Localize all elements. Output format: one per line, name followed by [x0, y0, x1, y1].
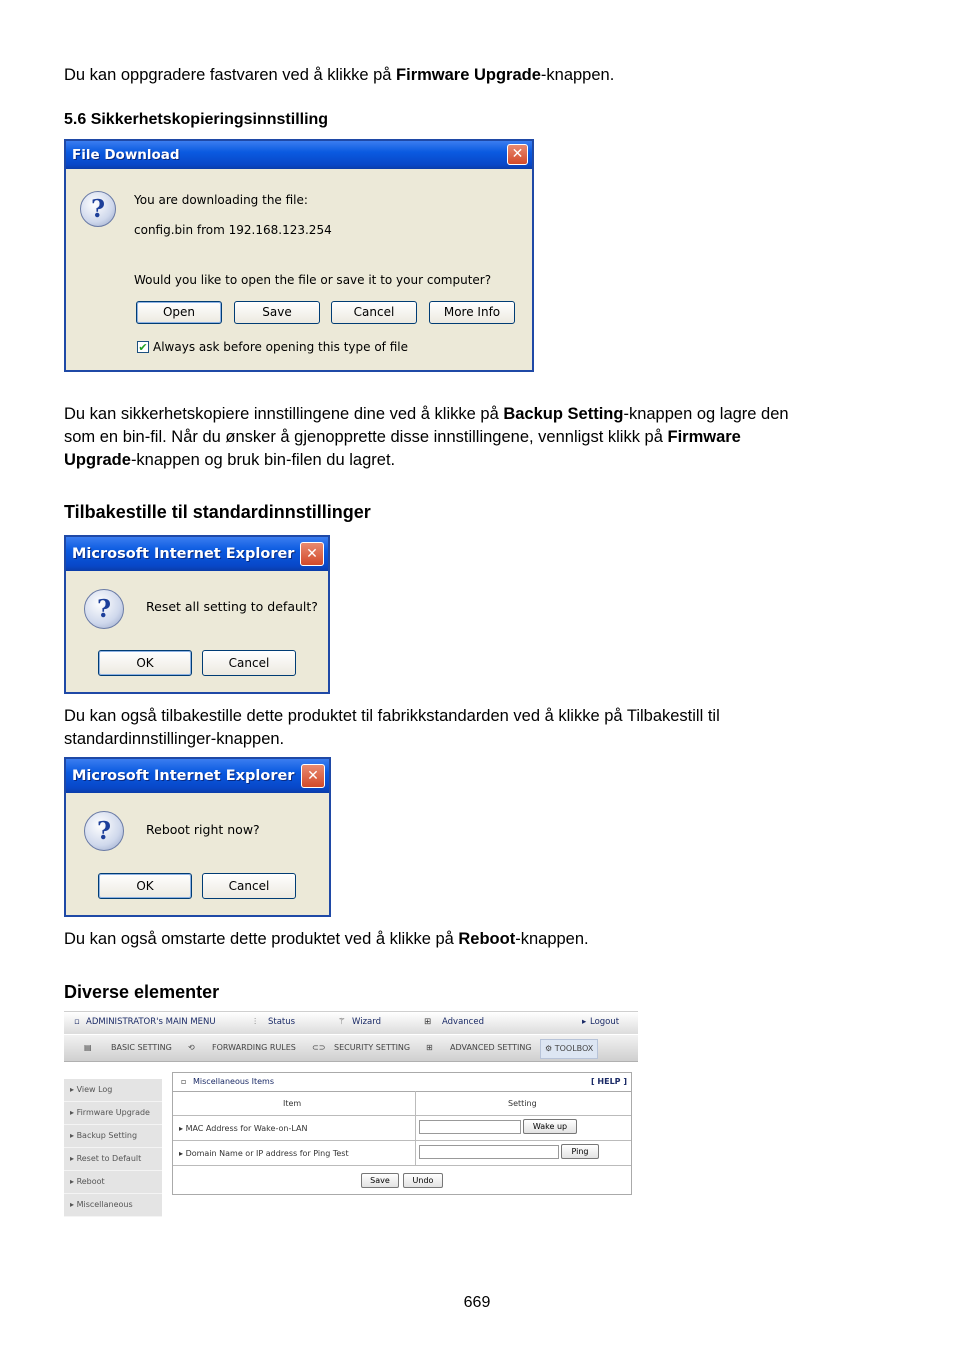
text: -knappen. — [515, 930, 589, 948]
divider — [173, 1140, 631, 1141]
paragraph-backup-setting — [64, 403, 884, 472]
text: -knappen. — [540, 66, 615, 84]
bold-text: Reboot — [458, 930, 516, 948]
logout-link[interactable]: Logout — [590, 1017, 620, 1027]
ok-button[interactable]: OK — [98, 873, 192, 899]
open-button[interactable]: Open — [136, 301, 222, 324]
sidebar-item-label: View Log — [76, 1085, 113, 1094]
divider — [173, 1165, 631, 1166]
advanced-icon: ⊞ — [424, 1017, 432, 1027]
save-button[interactable]: Save — [361, 1173, 399, 1188]
tab-toolbox[interactable] — [540, 1039, 598, 1059]
table-row: ▸ MAC Address for Wake-on-LAN — [179, 1124, 308, 1133]
tab-basic-setting[interactable]: BASIC SETTING — [111, 1043, 172, 1052]
tab-security-setting[interactable]: SECURITY SETTING — [334, 1043, 411, 1052]
basic-setting-icon: ▤ — [84, 1043, 92, 1052]
toolbox-icon: ⚙ — [545, 1044, 555, 1053]
sidebar-item-label: Reboot — [76, 1177, 105, 1186]
undo-button[interactable]: Undo — [403, 1173, 443, 1188]
cancel-button[interactable]: Cancel — [331, 301, 417, 324]
text: -knappen og bruk bin-filen du lagret. — [130, 451, 396, 469]
section-heading-backup: 5.6 Sikkerhetskopieringsinnstilling — [64, 111, 329, 128]
column-header-setting: Setting — [508, 1099, 537, 1108]
panel-icon: ▫ — [181, 1077, 187, 1086]
advanced-link[interactable]: Advanced — [442, 1017, 484, 1027]
more-info-button[interactable]: More Info — [429, 301, 515, 324]
ping-button[interactable]: Ping — [561, 1144, 599, 1159]
main-menu-label: ADMINISTRATOR's MAIN MENU — [86, 1017, 216, 1027]
security-icon: ⊂⊃ — [312, 1043, 326, 1052]
cancel-button[interactable]: Cancel — [202, 650, 296, 676]
nav-bar — [64, 1035, 638, 1062]
dialog-title: Microsoft Internet Explorer — [72, 768, 295, 784]
status-icon: ⫶ — [254, 1017, 257, 1027]
ping-address-input[interactable] — [419, 1145, 559, 1159]
row-label: Domain Name or IP address for Ping Test — [185, 1149, 349, 1158]
text: Du kan oppgradere fastvaren ved å klikke på — [64, 66, 397, 84]
text: standardinnstillinger-knappen. — [64, 730, 285, 748]
reset-dialog — [64, 535, 330, 694]
tab-advanced-setting[interactable]: ADVANCED SETTING — [450, 1043, 532, 1052]
sidebar-item-label: Reset to Default — [76, 1154, 142, 1163]
sidebar-item-view-log[interactable]: ▸ View Log — [64, 1079, 162, 1102]
paragraph-firmware-upgrade — [64, 64, 614, 87]
sidebar-item-label: Backup Setting — [76, 1131, 138, 1140]
always-ask-checkbox[interactable]: ✔ — [138, 341, 148, 354]
question-icon: ? — [84, 589, 124, 629]
dialog-question: Reboot right now? — [146, 822, 260, 837]
bold-text: Upgrade — [64, 451, 131, 469]
table-row: ▸ Domain Name or IP address for Ping Test — [179, 1149, 349, 1158]
section-heading-reset: Tilbakestille til standardinnstillinger — [64, 502, 371, 522]
dialog-question: Reset all setting to default? — [146, 599, 318, 614]
paragraph-reset — [64, 705, 884, 751]
text: som en bin-fil. Når du ønsker å gjenopprette disse innstillingene, vennligst klikk på — [64, 428, 668, 446]
bold-text: Backup Setting — [503, 405, 624, 423]
panel-header — [173, 1073, 631, 1092]
router-admin-screenshot — [64, 1011, 638, 1216]
dialog-titlebar — [66, 537, 328, 571]
column-header-item: Item — [283, 1099, 302, 1108]
dialog-title: File Download — [72, 147, 180, 163]
paragraph-reboot — [64, 928, 589, 951]
page-number: 669 — [463, 1294, 491, 1311]
checkbox-label: Always ask before opening this type of file — [153, 340, 408, 354]
bold-text: Firmware — [667, 428, 741, 446]
tab-toolbox-label: TOOLBOX — [554, 1044, 594, 1053]
sidebar-item-label: Firmware Upgrade — [76, 1108, 150, 1117]
dialog-file-source: config.bin from 192.168.123.254 — [134, 223, 332, 237]
save-button[interactable]: Save — [234, 301, 320, 324]
top-menu-bar — [64, 1011, 638, 1034]
sidebar-item-label: Miscellaneous — [76, 1200, 133, 1209]
bold-text: Firmware Upgrade — [396, 66, 541, 84]
sidebar-item-reboot[interactable]: ▸ Reboot — [64, 1171, 162, 1194]
divider — [415, 1091, 416, 1165]
help-link[interactable]: [ HELP ] — [590, 1077, 627, 1086]
cancel-button[interactable]: Cancel — [202, 873, 296, 899]
question-icon: ? — [84, 811, 124, 851]
wizard-link[interactable]: Wizard — [352, 1017, 381, 1027]
arrow-icon: ▸ — [582, 1017, 587, 1027]
dialog-text-line: You are downloading the file: — [134, 193, 308, 207]
dialog-question: Would you like to open the file or save it to your computer? — [134, 273, 492, 287]
dialog-titlebar — [66, 141, 532, 169]
sidebar-item-reset-to-default[interactable]: ▸ Reset to Default — [64, 1148, 162, 1171]
close-icon[interactable]: ✕ — [300, 542, 324, 566]
dialog-titlebar — [66, 759, 329, 793]
row-label: MAC Address for Wake-on-LAN — [185, 1124, 308, 1133]
question-icon: ? — [80, 191, 116, 227]
sidebar-item-backup-setting[interactable]: ▸ Backup Setting — [64, 1125, 162, 1148]
file-download-dialog — [64, 139, 534, 372]
section-heading-misc: Diverse elementer — [64, 982, 220, 1002]
forwarding-icon: ⟲ — [188, 1043, 195, 1052]
ok-button[interactable]: OK — [98, 650, 192, 676]
tab-forwarding-rules[interactable]: FORWARDING RULES — [212, 1043, 296, 1052]
sidebar-item-firmware-upgrade[interactable]: ▸ Firmware Upgrade — [64, 1102, 162, 1125]
sidebar-item-miscellaneous[interactable]: ▸ Miscellaneous — [64, 1194, 162, 1217]
divider — [173, 1115, 631, 1116]
panel-title: Miscellaneous Items — [193, 1077, 275, 1086]
text: Du kan også tilbakestille dette produktet til fabrikkstandarden ved å klikke på Tilbakestill til — [64, 707, 720, 725]
close-icon[interactable]: ✕ — [301, 764, 325, 788]
reboot-dialog — [64, 757, 331, 917]
wizard-icon: ⚚ — [338, 1017, 346, 1027]
text: Du kan sikkerhetskopiere innstillingene dine ved å klikke på — [64, 405, 504, 423]
sidebar — [64, 1079, 162, 1216]
advanced-setting-icon: ⊞ — [426, 1043, 433, 1052]
status-link[interactable]: Status — [268, 1017, 296, 1027]
menu-icon: ▫ — [74, 1017, 80, 1027]
text: Du kan også omstarte dette produktet ved å klikke på — [64, 930, 459, 948]
misc-items-panel — [172, 1072, 632, 1195]
wake-up-button[interactable]: Wake up — [523, 1119, 577, 1134]
text: -knappen og lagre den — [623, 405, 789, 423]
dialog-title: Microsoft Internet Explorer — [72, 546, 295, 562]
mac-address-input[interactable] — [419, 1120, 521, 1134]
close-icon[interactable]: ✕ — [507, 144, 528, 165]
